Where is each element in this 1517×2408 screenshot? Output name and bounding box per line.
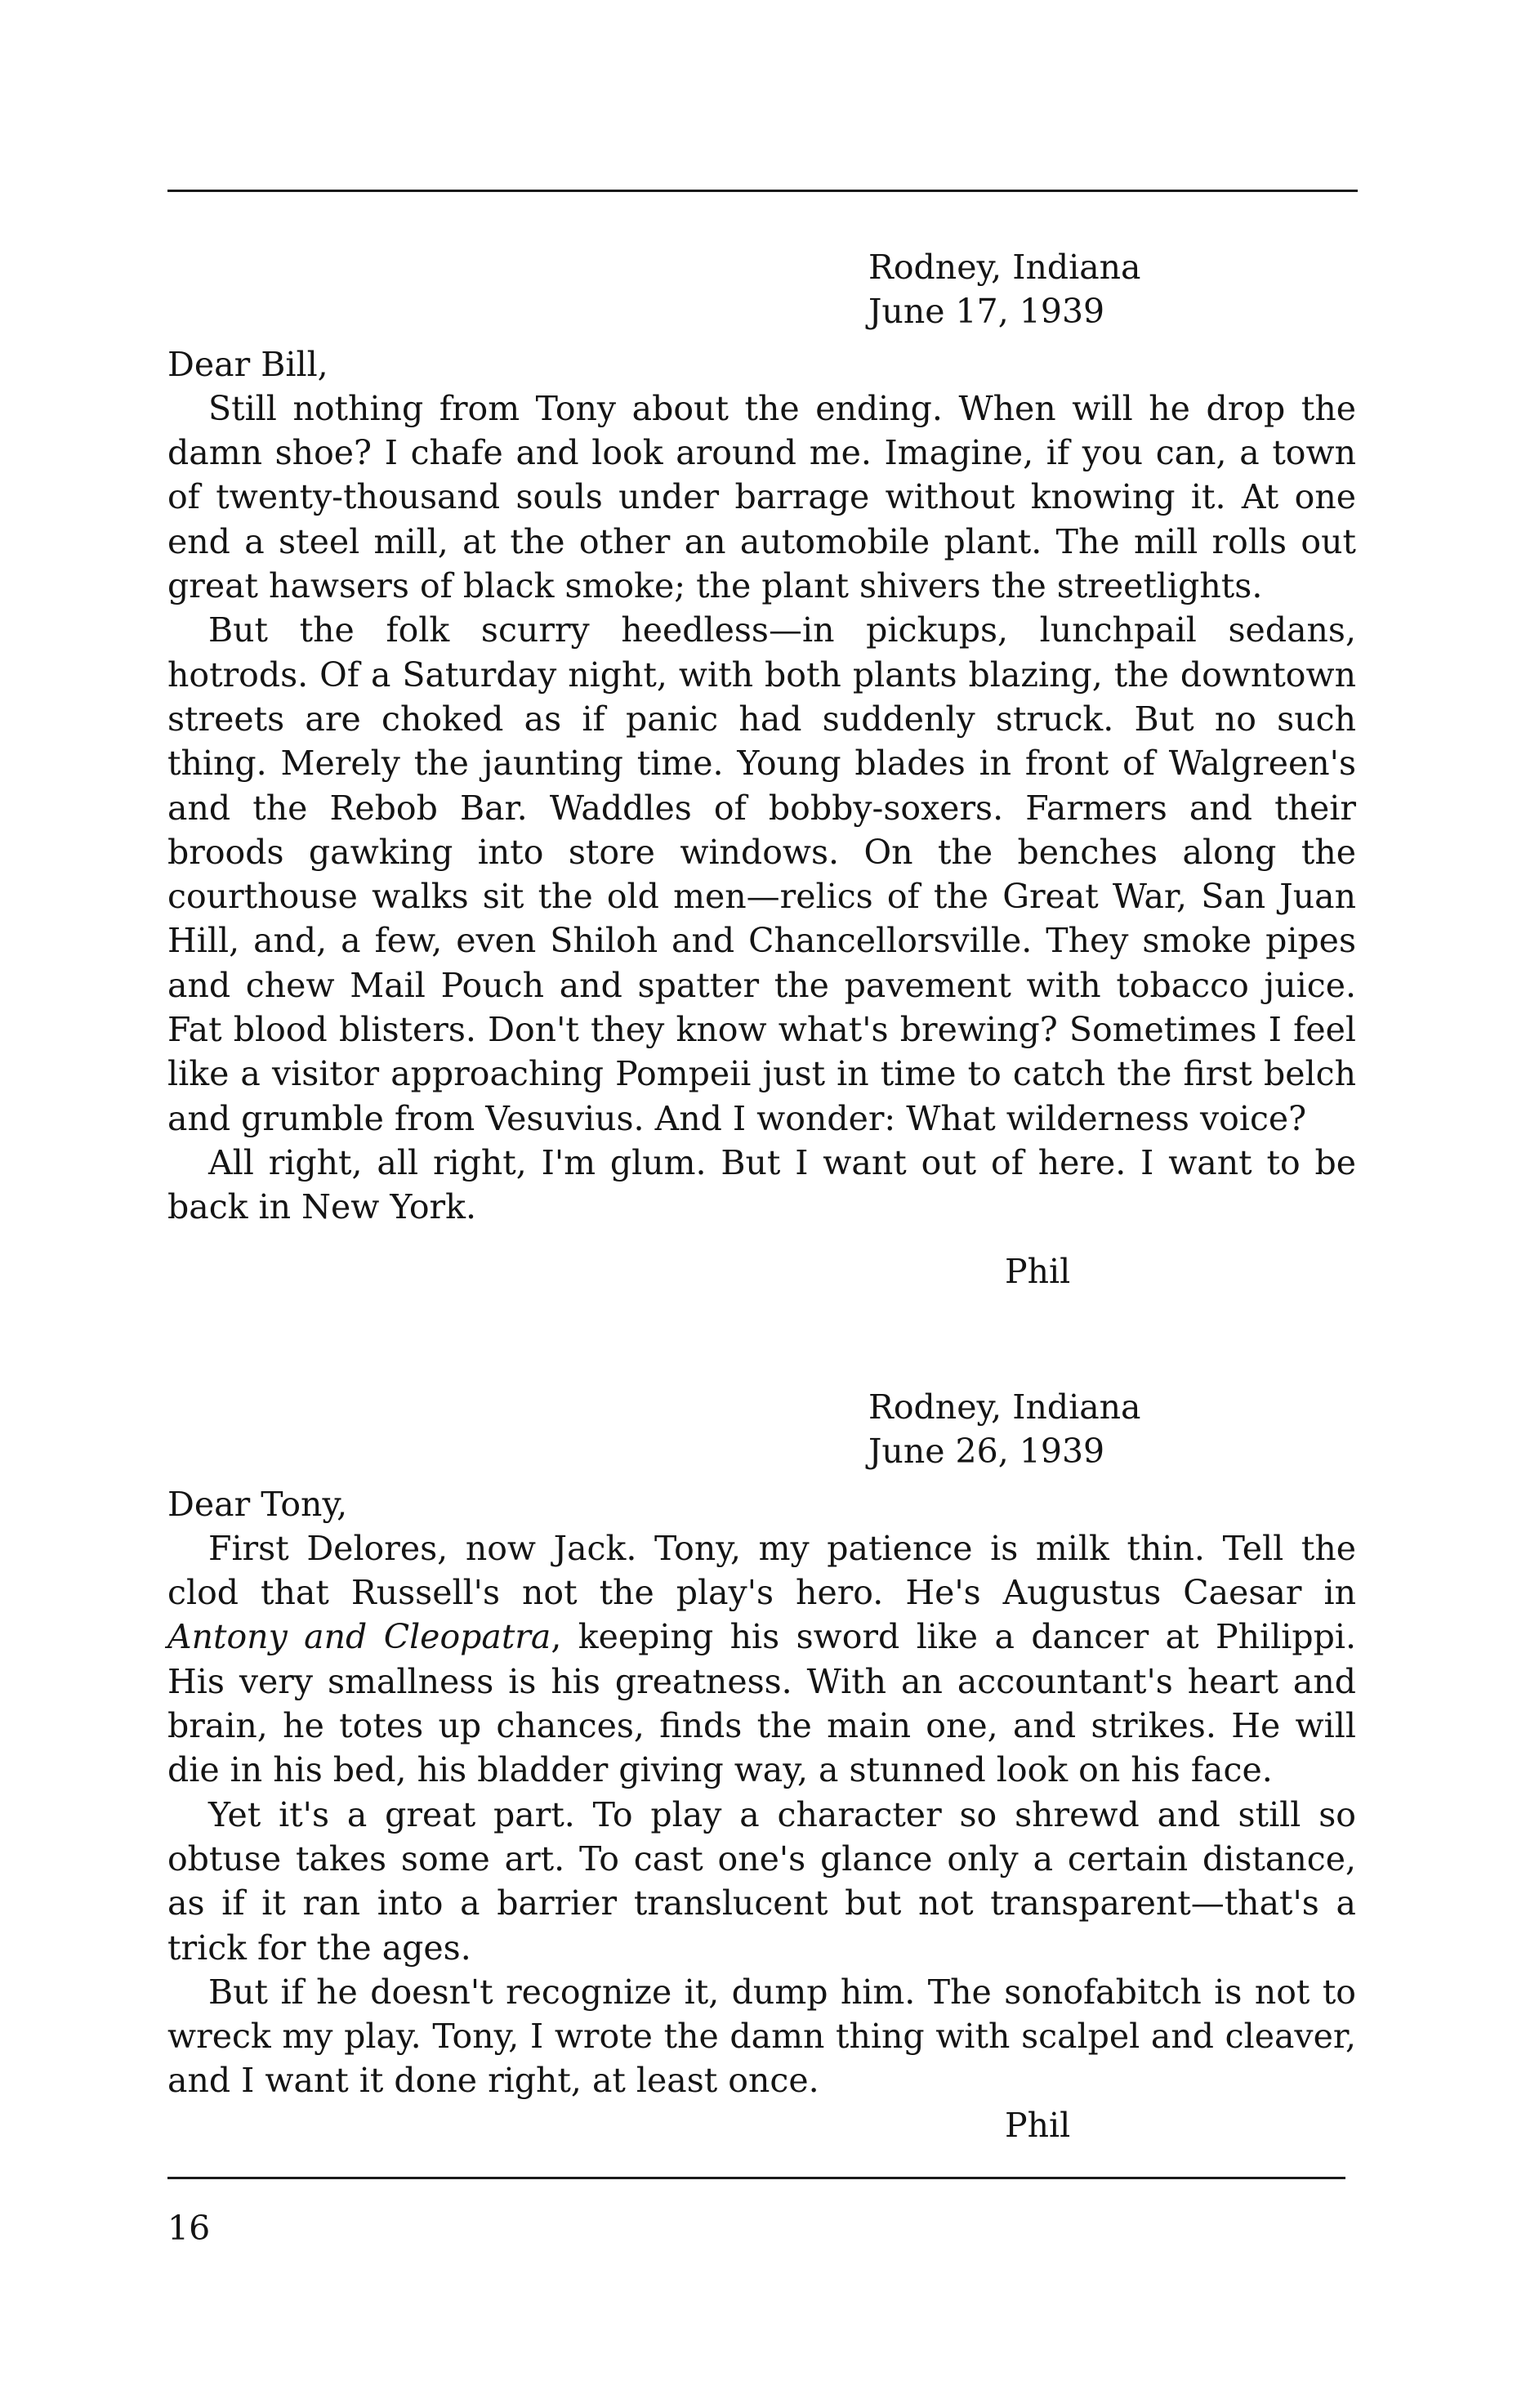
paragraph bbox=[167, 1526, 1356, 1793]
paragraph: All right, all right, I'm glum. But I want out of here. I want to be back in New York. bbox=[167, 1142, 1356, 1227]
paragraph: But if he doesn't recognize it, dump him. The sonofabitch is not to wreck my play. Tony, I wrote the damn thing with scalpel and cleaver, and I want it done right, at least once. bbox=[167, 1972, 1356, 2101]
top-rule bbox=[167, 190, 1358, 192]
letter-place: Rodney, Indiana bbox=[868, 1387, 1141, 1427]
letter-date: June 17, 1939 bbox=[868, 292, 1105, 332]
letter-heading bbox=[868, 1385, 1356, 1474]
paragraph: Yet it's a great part. To play a character so shrewd and still so obtuse takes some art. To cast one's glance only a certain distance, as if it ran into a barrier translucent but not transparent—that's a trick for the ages. bbox=[167, 1794, 1356, 1968]
bottom-rule bbox=[167, 2177, 1345, 2179]
paragraph: Still nothing from Tony about the ending. When will he drop the damn shoe? I chafe and look around me. Imagine, if you can, a town of twenty-thousand souls under barrage without knowing it. At one end a steel mill, at the other an automobile plant. The mill rolls out great hawsers of black smoke; the plant shivers the streetlights. bbox=[167, 388, 1356, 606]
play-title: Antony and Cleopatra bbox=[167, 1617, 551, 1657]
signature: Phil bbox=[1005, 1251, 1071, 1291]
letter-place: Rodney, Indiana bbox=[868, 248, 1141, 287]
paragraph: But the folk scurry heedless—in pickups, lunchpail sedans, hotrods. Of a Saturday night, with both plants blazing, the downtown streets are choked as if panic had suddenly struck. But no such thing. Merely the jaunting time. Young blades in front of Walgreen's and the Rebob Bar. Waddles of bobby-soxers. Farmers and their broods gawking into store windows. On the benches along the courthouse walks sit the old men—relics of the Great War, San Juan Hill, and, a few, even Shiloh and Chancellorsville. They smoke pipes and chew Mail Pouch and spatter the pavement with tobacco juice. Fat blood blisters. Don't they know what's brewing? Sometimes I feel like a visitor approaching Pompeii just in time to catch the first belch and grumble from Vesuvius. And I wonder: What wilderness voice? bbox=[167, 610, 1356, 1138]
page-number: 16 bbox=[167, 2209, 211, 2248]
paragraph-text: , keeping his sword like a dancer at Philippi. His very smallness is his greatness. With an accountant's heart and brain, he totes up chances, finds the main one, and strikes. He will die in his bed, his bladder giving way, a stunned look on his face. bbox=[167, 1617, 1357, 1790]
salutation: Dear Bill, bbox=[167, 344, 328, 384]
letter-to-tony bbox=[167, 1385, 1356, 2147]
letter-heading bbox=[868, 245, 1356, 334]
salutation: Dear Tony, bbox=[167, 1484, 348, 1524]
signature: Phil bbox=[1005, 2105, 1071, 2145]
letter-to-bill bbox=[167, 245, 1356, 1293]
letter-date: June 26, 1939 bbox=[868, 1432, 1105, 1472]
paragraph-text: First Delores, now Jack. Tony, my patience is milk thin. Tell the clod that Russell's not the play's hero. He's Augustus Caesar in bbox=[167, 1528, 1356, 1613]
